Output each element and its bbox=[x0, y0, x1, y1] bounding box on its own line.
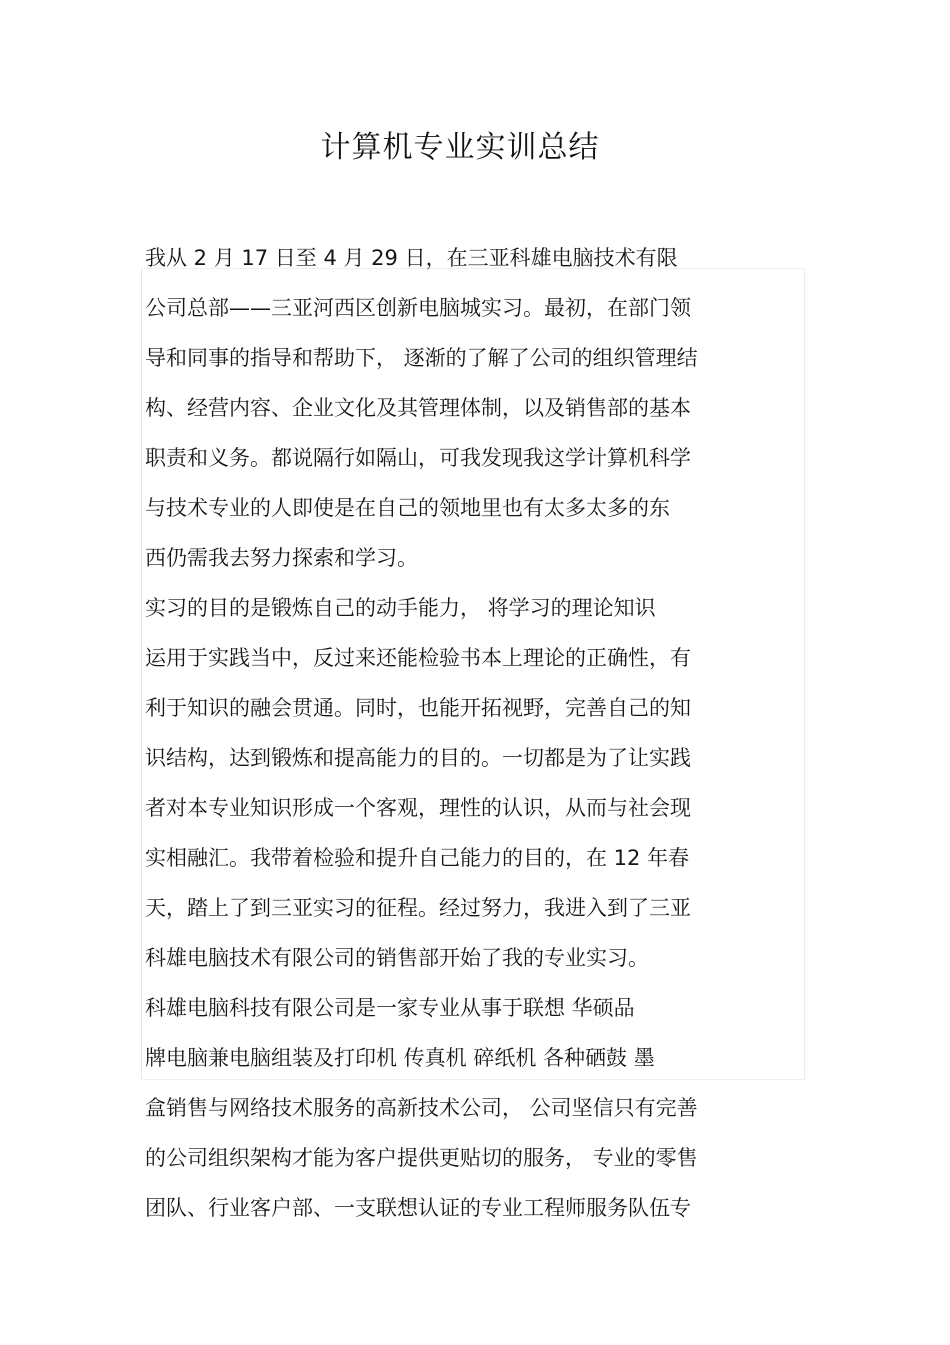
body-line: 职责和义务。都说隔行如隔山，可我发现我这学计算机科学 bbox=[145, 446, 691, 470]
body-line: 构、经营内容、企业文化及其管理体制，以及销售部的基本 bbox=[145, 396, 691, 420]
body-line: 者对本专业知识形成一个客观，理性的认识，从而与社会现 bbox=[145, 796, 691, 820]
body-line: 利于知识的融会贯通。同时，也能开拓视野，完善自己的知 bbox=[145, 696, 691, 720]
body-line: 导和同事的指导和帮助下， 逐渐的了解了公司的组织管理结 bbox=[145, 346, 698, 370]
body-line: 科雄电脑技术有限公司的销售部开始了我的专业实习。 bbox=[145, 946, 649, 970]
body-line: 识结构，达到锻炼和提高能力的目的。一切都是为了让实践 bbox=[145, 746, 691, 770]
body-line: 西仍需我去努力探索和学习。 bbox=[145, 546, 418, 570]
body-line: 与技术专业的人即使是在自己的领地里也有太多太多的东 bbox=[145, 496, 670, 520]
body-line: 实习的目的是锻炼自己的动手能力， 将学习的理论知识 bbox=[145, 596, 656, 620]
body-line: 公司总部——三亚河西区创新电脑城实习。最初，在部门领 bbox=[145, 296, 691, 320]
body-line: 我从 2 月 17 日至 4 月 29 日，在三亚科雄电脑技术有限 bbox=[145, 246, 678, 270]
body-line: 的公司组织架构才能为客户提供更贴切的服务， 专业的零售 bbox=[145, 1146, 698, 1170]
document-title: 计算机专业实训总结 bbox=[320, 130, 600, 165]
body-line: 盒销售与网络技术服务的高新技术公司， 公司坚信只有完善 bbox=[145, 1096, 698, 1120]
body-line: 牌电脑兼电脑组装及打印机 传真机 碎纸机 各种硒鼓 墨 bbox=[145, 1046, 655, 1070]
body-line: 实相融汇。我带着检验和提升自己能力的目的，在 12 年春 bbox=[145, 846, 690, 870]
body-line: 科雄电脑科技有限公司是一家专业从事于联想 华硕品 bbox=[145, 996, 635, 1020]
body-line: 天，踏上了到三亚实习的征程。经过努力，我进入到了三亚 bbox=[145, 896, 691, 920]
body-line: 团队、行业客户部、一支联想认证的专业工程师服务队伍专 bbox=[145, 1196, 691, 1220]
body-line: 运用于实践当中，反过来还能检验书本上理论的正确性，有 bbox=[145, 646, 691, 670]
